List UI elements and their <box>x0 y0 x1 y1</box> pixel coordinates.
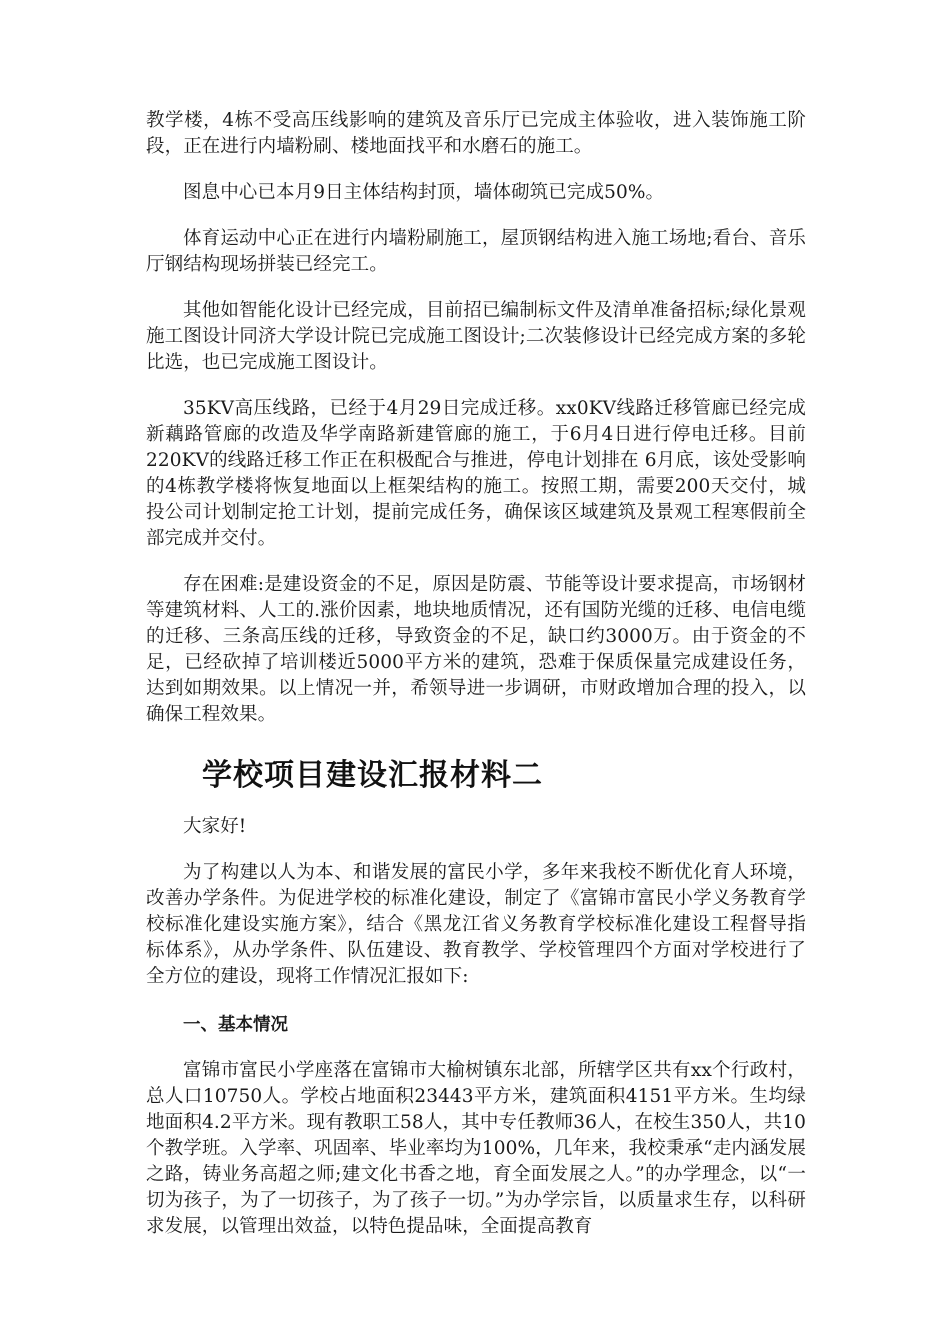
paragraph-basic-info: 富锦市富民小学座落在富锦市大榆树镇东北部，所辖学区共有xx个行政村，总人口10750人。学校占地面积23443平方米，建筑面积4151平方米。生均绿地面积4.2平方米。现有教职工58人，其中专任教师36人，在校生350人，共10个教学班。入学率、巩固率、毕业率均为100%，几年来，我校秉承“走内涵发展之路，铸业务高超之师;建文化书香之地，育全面发展之人。”的办学理念，以“一切为孩子，为了一切孩子，为了孩子一切。”为办学宗旨，以质量求生存，以科研求发展，以管理出效益，以特色提品味，全面提高教育 <box>146 1060 806 1237</box>
paragraph-intro: 为了构建以人为本、和谐发展的富民小学，多年来我校不断优化育人环境，改善办学条件。为促进学校的标准化建设，制定了《富锦市富民小学义务教育学校标准化建设实施方案》，结合《黑龙江省义务教育学校标准化建设工程督导指标体系》，从办学条件、队伍建设、教育教学、学校管理四个方面对学校进行了全方位的建设，现将工作情况汇报如下: <box>146 862 806 987</box>
paragraph-difficulties: 存在困难:是建设资金的不足，原因是防震、节能等设计要求提高，市场钢材等建筑材料、人工的.涨价因素，地块地质情况，还有国防光缆的迁移、电信电缆的迁移、三条高压线的迁移，导致资金的不足，缺口约3000万。由于资金的不足，已经砍掉了培训楼近5000平方米的建筑，恐难于保质保量完成建设任务，达到如期效果。以上情况一并，希领导进一步调研，市财政增加合理的投入，以确保工程效果。 <box>146 574 806 725</box>
paragraph-info-center: 图息中心已本月9日主体结构封顶，墙体砌筑已完成50%。 <box>183 182 665 203</box>
subheading-basic-info: 一、基本情况 <box>183 1015 288 1035</box>
paragraph-other-designs: 其他如智能化设计已经完成，目前招已编制标文件及清单准备招标;绿化景观施工图设计同济大学设计院已完成施工图设计;二次装修设计已经完成方案的多轮比选，也已完成施工图设计。 <box>146 300 806 373</box>
paragraph-power-lines: 35KV高压线路，已经于4月29日完成迁移。xx0KV线路迁移管廊已经完成新藕路管廊的改造及华学南路新建管廊的施工，于6月4日进行停电迁移。目前220KV的线路迁移工作正在积极配合与推进，停电计划排在 6月底，该处受影响的4栋教学楼将恢复地面以上框架结构的施工。按照工期，需要200天交付，城投公司计划制定抢工计划，提前完成任务，确保该区域建筑及景观工程寒假前全部完成并交付。 <box>146 398 806 549</box>
paragraph-sports-center: 体育运动中心正在进行内墙粉刷施工，屋顶钢结构进入施工场地;看台、音乐厅钢结构现场拼装已经完工。 <box>146 228 806 275</box>
greeting: 大家好! <box>183 816 247 837</box>
paragraph-teaching-buildings: 教学楼，4栋不受高压线影响的建筑及音乐厅已完成主体验收，进入装饰施工阶段，正在进行内墙粉刷、楼地面找平和水磨石的施工。 <box>146 110 806 157</box>
document-page <box>146 108 806 1240</box>
section-title: 学校项目建设汇报材料二 <box>202 758 543 793</box>
